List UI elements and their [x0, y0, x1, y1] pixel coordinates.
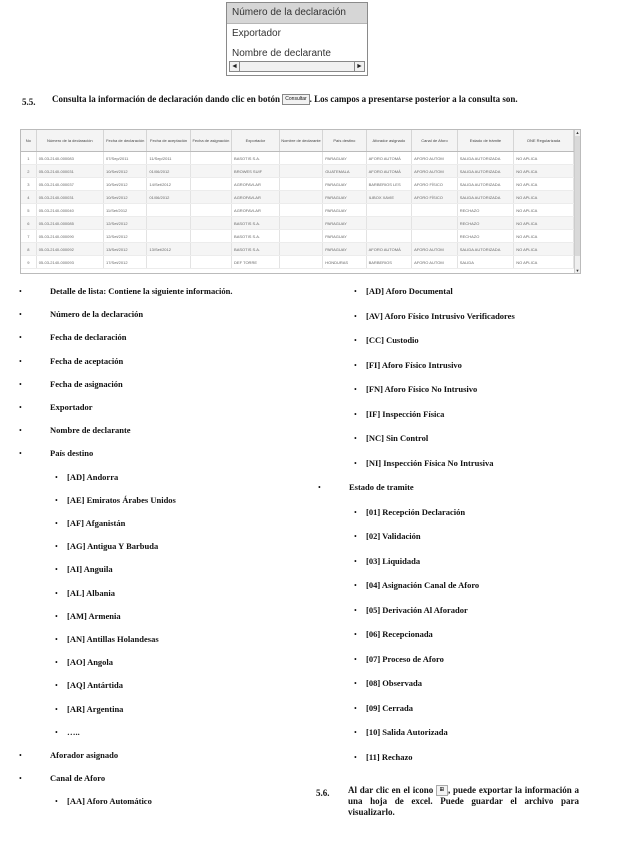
table-cell	[279, 178, 322, 191]
column-header[interactable]: Fecha de declaración	[103, 130, 146, 152]
list-item: [NC] Sin Control	[366, 433, 429, 443]
table-row[interactable]	[21, 230, 574, 243]
table-cell	[366, 204, 412, 217]
bullet-icon: •	[55, 681, 58, 691]
list-item: …..	[67, 726, 80, 737]
table-cell: AGROFAVLAR	[232, 178, 280, 191]
column-header[interactable]: Estado de trámite	[457, 130, 513, 152]
bullet-icon: •	[19, 356, 22, 366]
table-cell	[190, 191, 231, 204]
bullet-icon: •	[19, 310, 22, 320]
table-cell: 5	[21, 204, 36, 217]
table-cell	[147, 204, 190, 217]
list-item: [NI] Inspección Física No Intrusiva	[366, 457, 494, 468]
section-5-6-text-after: , puede exportar la información a una hoja de excel. Puede guardar el archivo para visualizarlo.	[348, 785, 579, 818]
dropdown-option-numero[interactable]: Número de la declaración	[227, 3, 367, 24]
table-row[interactable]	[21, 204, 574, 217]
list-item: Nombre de declarante	[50, 425, 131, 436]
table-cell: 05-03-2140-000092	[36, 243, 103, 256]
table-cell: 01/06/2012	[147, 191, 190, 204]
bullet-icon: •	[354, 532, 357, 541]
table-cell	[190, 178, 231, 191]
table-cell: NO APLICA	[514, 178, 574, 191]
table-cell: PARAGUAY	[323, 217, 366, 230]
table-cell: HONDURAS	[323, 256, 366, 269]
table-cell: NO APLICA	[514, 230, 574, 243]
list-item: [04] Asignación Canal de Aforo	[366, 580, 480, 590]
list-item: [AV] Aforo Físico Intrusivo Verificadores	[366, 310, 515, 321]
table-cell: RECHAZO	[457, 217, 513, 230]
table-cell: AFORO AUTOMÁ	[366, 243, 412, 256]
consultar-button[interactable]: Consultar	[282, 94, 309, 105]
table-row[interactable]	[21, 152, 574, 165]
table-cell: SALIDA AUTORIZADA	[457, 178, 513, 191]
excel-export-icon[interactable]: ⊞	[436, 785, 448, 796]
table-cell: AGROFAVLAR	[232, 204, 280, 217]
scroll-right-icon[interactable]: ►	[354, 62, 364, 71]
table-cell: 05-03-2140-000093	[36, 256, 103, 269]
list-item: Exportador	[50, 402, 93, 412]
section-number-5-5: 5.5.	[22, 97, 36, 107]
table-cell: SALIDA	[457, 256, 513, 269]
section-5-5-text-before: Consulta la información de declaración dando clic en botón	[52, 94, 281, 104]
list-item: [AE] Emiratos Árabes Unidos	[67, 494, 176, 505]
column-header[interactable]: Número de la declaración	[36, 130, 103, 152]
column-header[interactable]: No	[21, 130, 36, 152]
bullet-icon: •	[354, 507, 357, 517]
table-cell: 8	[21, 243, 36, 256]
declarations-table	[20, 129, 581, 274]
bullet-icon: •	[318, 483, 321, 492]
list-item: [AD] Aforo Documental	[366, 286, 453, 296]
table-cell: 14/Set/2012	[147, 178, 190, 191]
bullet-icon: •	[354, 679, 357, 688]
list-item: [06] Recepcionada	[366, 629, 433, 639]
bullet-icon: •	[354, 556, 357, 566]
bullet-icon: •	[55, 472, 58, 482]
table-body	[21, 152, 574, 269]
table-cell: AFORO AUTOM	[412, 243, 458, 256]
bullet-icon: •	[354, 654, 357, 664]
table-cell	[190, 152, 231, 165]
bullet-icon: •	[354, 630, 357, 639]
table-cell	[147, 230, 190, 243]
table-cell	[190, 217, 231, 230]
table-cell	[366, 230, 412, 243]
list-item: [AQ] Antártida	[67, 680, 123, 691]
table-cell	[190, 165, 231, 178]
table-cell: NO APLICA	[514, 256, 574, 269]
table-cell: 01/06/2012	[147, 165, 190, 178]
bullet-icon: •	[19, 333, 22, 343]
list-item: [03] Liquidada	[366, 555, 421, 566]
list-item: [02] Validación	[366, 531, 421, 541]
scroll-left-icon[interactable]: ◄	[230, 62, 240, 71]
list-item: [AA] Aforo Automático	[67, 796, 152, 807]
table-cell: DEF TORRE	[232, 256, 280, 269]
table-cell	[190, 204, 231, 217]
table-cell: AFORO AUTOMÁ	[366, 152, 412, 165]
table-cell	[279, 191, 322, 204]
list-item: [CC] Custodio	[366, 335, 419, 345]
table-cell: PARAGUAY	[323, 230, 366, 243]
list-item: Fecha de declaración	[50, 332, 127, 343]
table-row[interactable]	[21, 165, 574, 178]
list-item: [08] Observada	[366, 678, 422, 688]
list-item: Canal de Aforo	[50, 773, 106, 784]
table-cell	[412, 230, 458, 243]
table-cell: PARAGUAY	[323, 152, 366, 165]
list-item: [09] Cerrada	[366, 702, 413, 713]
table-cell: 05-03-2140-000031	[36, 165, 103, 178]
bullet-icon: •	[55, 727, 58, 737]
bullet-icon: •	[354, 409, 357, 419]
table-cell: 07/Sep/2011	[103, 152, 146, 165]
table-cell: 05-03-2140-000090	[36, 230, 103, 243]
section-5-5-text-after: . Los campos a presentarse posterior a la consulta son.	[309, 94, 518, 104]
table-cell: AFORO AUTOMÁ	[366, 165, 412, 178]
bullet-icon: •	[19, 379, 22, 389]
bullet-icon: •	[354, 336, 357, 345]
list-item: [FN] Aforo Físico No Intrusivo	[366, 384, 478, 394]
list-item: [AG] Antigua Y Barbuda	[67, 541, 159, 552]
table-cell: RECHAZO	[457, 204, 513, 217]
table-cell: GUATEMALA	[323, 165, 366, 178]
table-cell: 05-03-2140-000083	[36, 152, 103, 165]
list-item: Estado de tramite	[349, 482, 414, 492]
table-cell	[147, 217, 190, 230]
table-cell: NO APLICA	[514, 152, 574, 165]
table-cell	[279, 230, 322, 243]
column-header[interactable]: Exportador	[232, 130, 280, 152]
list-item: Detalle de lista: Contiene la siguiente información.	[50, 286, 233, 296]
list-item: [AI] Anguila	[67, 564, 113, 575]
table-cell: BARBERIOS	[366, 256, 412, 269]
table-cell: 13/Set/2012	[147, 243, 190, 256]
table-cell: AGROFAVLAR	[232, 191, 280, 204]
scrollbar-thumb[interactable]	[575, 136, 580, 256]
list-item: [10] Salida Autorizada	[366, 727, 448, 737]
table-cell: 7	[21, 230, 36, 243]
table-cell: NO APLICA	[514, 204, 574, 217]
bullet-icon: •	[19, 426, 22, 436]
list-item: Número de la declaración	[50, 309, 144, 320]
section-5-6-text-before: Al dar clic en el icono	[348, 785, 434, 795]
table-cell: 05-03-2140-000037	[36, 178, 103, 191]
bullet-icon: •	[354, 360, 357, 370]
bullet-icon: •	[354, 581, 357, 590]
bullet-icon: •	[354, 605, 357, 615]
table-cell: PARAGUAY	[323, 204, 366, 217]
search-field-dropdown[interactable]	[226, 2, 368, 76]
table-cell: 10/Set/2012	[103, 165, 146, 178]
table-cell: 9	[21, 256, 36, 269]
table-cell	[412, 204, 458, 217]
table-cell	[190, 256, 231, 269]
bullet-icon: •	[354, 434, 357, 443]
bullet-icon: •	[55, 704, 58, 714]
table-cell: 2	[21, 165, 36, 178]
table-cell: BASOTIS S.A.	[232, 152, 280, 165]
section-number-5-6: 5.6.	[316, 788, 330, 798]
table-cell: PARAGUAY	[323, 243, 366, 256]
bullet-icon: •	[19, 751, 22, 760]
column-header[interactable]: Nombre de declarante	[279, 130, 322, 152]
section-5-6-text	[348, 785, 579, 818]
table-cell: SALIDA AUTORIZADA	[457, 152, 513, 165]
table-cell	[279, 243, 322, 256]
scroll-up-icon[interactable]: ▲	[575, 130, 580, 135]
bullet-icon: •	[55, 565, 58, 575]
table-cell: 6	[21, 217, 36, 230]
table-cell	[412, 217, 458, 230]
list-item: [11] Rechazo	[366, 751, 413, 762]
bullet-icon: •	[19, 287, 22, 296]
column-header[interactable]: Aforador asignado	[366, 130, 412, 152]
bullet-icon: •	[55, 542, 58, 552]
table-cell: PARAGUAY	[323, 191, 366, 204]
table-cell: 05-03-2140-000085	[36, 217, 103, 230]
table-cell: NO APLICA	[514, 217, 574, 230]
table-cell: BASOTIS S.A.	[232, 230, 280, 243]
bullet-icon: •	[55, 797, 58, 807]
table-cell: BARBERIOS LES	[366, 178, 412, 191]
list-item: [AD] Andorra	[67, 471, 119, 482]
table-cell: AFORO FÍSICO	[412, 178, 458, 191]
bullet-icon: •	[354, 311, 357, 321]
table-cell: RECHAZO	[457, 230, 513, 243]
column-header[interactable]: Canal de Aforo	[412, 130, 458, 152]
table-cell: 10/Set/2012	[103, 178, 146, 191]
list-item: [AL] Albania	[67, 587, 115, 598]
bullet-icon: •	[55, 635, 58, 644]
bullet-icon: •	[354, 728, 357, 737]
table-cell: NO APLICA	[514, 243, 574, 256]
list-item: [AN] Antillas Holandesas	[67, 634, 159, 644]
table-cell: NO APLICA	[514, 165, 574, 178]
table-cell: 05-03-2140-000040	[36, 204, 103, 217]
table-cell: 17/Set/2012	[103, 256, 146, 269]
table-row[interactable]	[21, 243, 574, 256]
table-row[interactable]	[21, 178, 574, 191]
table-cell: AFORO AUTOM	[412, 152, 458, 165]
table-cell	[147, 256, 190, 269]
table-cell: 05-03-2140-000031	[36, 191, 103, 204]
table-cell: AFORO AUTOM	[412, 256, 458, 269]
table-cell	[279, 204, 322, 217]
list-item: [AF] Afganistán	[67, 518, 126, 528]
list-item: Fecha de aceptación	[50, 355, 124, 366]
list-item: [07] Proceso de Aforo	[366, 653, 444, 664]
table-row[interactable]	[21, 256, 574, 269]
table-cell: ILIBOX XAVIE	[366, 191, 412, 204]
list-item: [FI] Aforo Físico Intrusivo	[366, 359, 462, 370]
scroll-down-icon[interactable]: ▼	[575, 268, 580, 273]
table-cell: 10/Set/2012	[103, 191, 146, 204]
list-item: Aforador asignado	[50, 750, 119, 760]
bullet-icon: •	[354, 385, 357, 394]
list-item: [AM] Armenia	[67, 610, 121, 621]
table-cell: PARAGUAY	[323, 178, 366, 191]
bullet-icon: •	[55, 658, 58, 668]
table-cell: BASOTIS S.A.	[232, 243, 280, 256]
bullet-icon: •	[354, 752, 357, 762]
table-row[interactable]	[21, 191, 574, 204]
bullet-icon: •	[55, 495, 58, 505]
table-cell: NO APLICA	[514, 191, 574, 204]
list-item: [AR] Argentina	[67, 703, 124, 714]
table-cell: 3	[21, 178, 36, 191]
column-header[interactable]: Fecha de asignación	[190, 130, 231, 152]
column-header[interactable]: Fecha de aceptación	[147, 130, 190, 152]
bullet-icon: •	[55, 611, 58, 621]
column-header[interactable]: ONE Regularizada	[514, 130, 574, 152]
table-cell	[190, 230, 231, 243]
table-cell: BROWES SUIF	[232, 165, 280, 178]
bullet-icon: •	[354, 703, 357, 713]
bullet-icon: •	[55, 588, 58, 598]
table-cell: 11/Set/2012	[103, 204, 146, 217]
table-cell: 11/Sep/2011	[147, 152, 190, 165]
table-cell	[279, 165, 322, 178]
bullet-icon: •	[19, 449, 22, 459]
table-cell: SALIDA AUTORIZADA	[457, 165, 513, 178]
column-header[interactable]: País destino	[323, 130, 366, 152]
dropdown-option-declarante[interactable]: Nombre de declarante	[232, 48, 331, 59]
section-5-5-text	[52, 94, 579, 105]
list-item: [01] Recepción Declaración	[366, 506, 466, 517]
list-item: País destino	[50, 448, 94, 459]
table-cell: 12/Set/2012	[103, 217, 146, 230]
list-item: [05] Derivación Al Aforador	[366, 604, 468, 615]
table-cell: SALIDA AUTORIZADA	[457, 191, 513, 204]
table-cell: AFORO FÍSICO	[412, 191, 458, 204]
bullet-icon: •	[19, 774, 22, 784]
table-cell: BASOTIS S.A.	[232, 217, 280, 230]
table-cell: 12/Set/2012	[103, 230, 146, 243]
dropdown-option-exportador[interactable]: Exportador	[232, 28, 281, 39]
table-cell	[279, 152, 322, 165]
table-cell: AFORO AUTOM	[412, 165, 458, 178]
bullet-icon: •	[354, 458, 357, 468]
table-cell	[366, 217, 412, 230]
list-item: [IF] Inspección Física	[366, 408, 445, 419]
table-cell	[190, 243, 231, 256]
table-vertical-scrollbar[interactable]	[574, 130, 580, 273]
table-cell: 4	[21, 191, 36, 204]
bullet-icon: •	[19, 403, 22, 412]
list-item: [AO] Angola	[67, 657, 114, 668]
table-header-row	[21, 130, 574, 152]
table-cell	[279, 256, 322, 269]
table-cell: 13/Set/2012	[103, 243, 146, 256]
dropdown-horizontal-scrollbar[interactable]	[229, 61, 365, 72]
bullet-icon: •	[55, 519, 58, 528]
bullet-icon: •	[354, 287, 357, 296]
table-cell: 1	[21, 152, 36, 165]
table-cell	[279, 217, 322, 230]
list-item: Fecha de asignación	[50, 378, 123, 389]
table-cell: SALIDA AUTORIZADA	[457, 243, 513, 256]
table-row[interactable]	[21, 217, 574, 230]
